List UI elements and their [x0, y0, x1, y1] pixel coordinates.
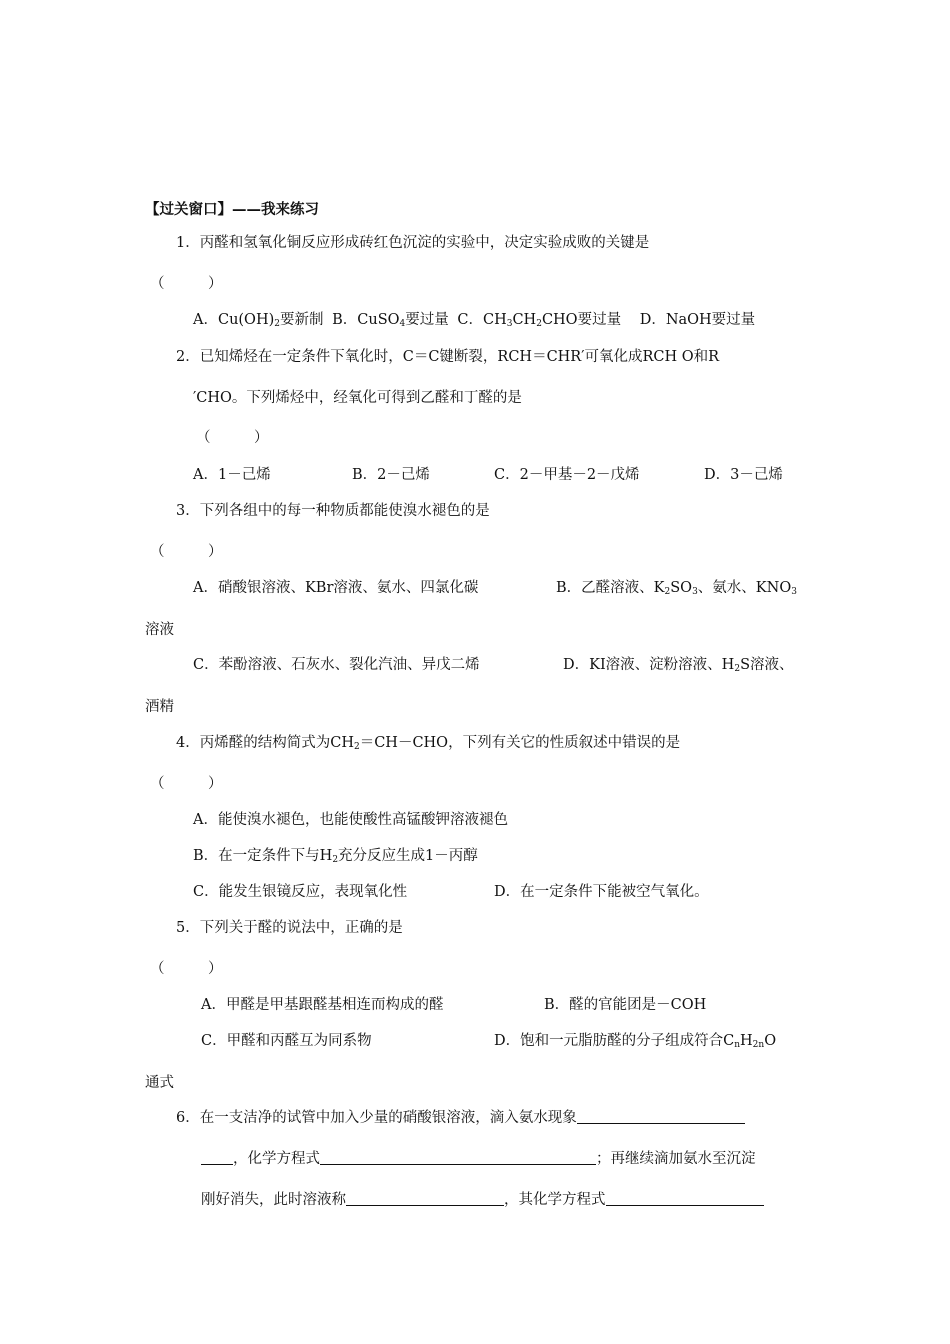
q5-option-a: A．甲醛是甲基跟醛基相连而构成的醛	[201, 997, 444, 1013]
q2-option-d: D．3－己烯	[704, 467, 783, 483]
q6-line1: 6．在一支洁净的试管中加入少量的硝酸银溶液，滴入氨水现象	[176, 1108, 745, 1128]
q3-option-d-continued: 酒精	[145, 699, 174, 715]
q6-blank-phenomenon[interactable]	[577, 1109, 745, 1124]
q2-option-a: A．1－己烯	[193, 467, 271, 483]
q4-stem: 4．丙烯醛的结构简式为$CH_2=CH-CHO$，下列有关它的性质叙述中错误的是	[176, 735, 681, 752]
q5-option-d-continued: 通式	[145, 1075, 174, 1091]
q2-option-b: B．2－己烯	[352, 467, 430, 483]
q1-option-a: A．$Cu(OH)_2$要新制	[193, 312, 324, 329]
q3-option-d: D．KI溶液、淀粉溶液、$H_2S$溶液、	[563, 657, 794, 674]
q6-line2: ，化学方程式 ；再继续滴加氨水至沉淀	[201, 1149, 756, 1169]
q4-option-d: D．在一定条件下能被空气氧化。	[494, 884, 709, 900]
q6-blank-equation1[interactable]	[320, 1150, 596, 1165]
section-title: 【过关窗口】——我来练习	[145, 202, 319, 218]
q2-answer-paren: （ ）	[196, 430, 269, 446]
q5-option-b: B．醛的官能团是－COH	[544, 997, 707, 1013]
q6-line3: 刚好消失，此时溶液称 ，其化学方程式	[201, 1190, 764, 1210]
q5-stem: 5．下列关于醛的说法中，正确的是	[176, 920, 403, 936]
q6-blank-phenomenon-cont[interactable]	[201, 1150, 233, 1165]
q3-option-c: C．苯酚溶液、石灰水、裂化汽油、异戊二烯	[193, 657, 480, 673]
q5-option-c: C．甲醛和丙醛互为同系物	[201, 1033, 372, 1049]
q4-option-a: A．能使溴水褪色，也能使酸性高锰酸钾溶液褪色	[193, 812, 508, 828]
q1-option-d: D．NaOH要过量	[639, 312, 756, 328]
q2-option-c: C．2－甲基－2－戊烯	[494, 467, 640, 483]
q2-stem-line2: ′CHO。下列烯烃中，经氧化可得到乙醛和丁醛的是	[193, 390, 522, 406]
q1-option-b: B．CuSO$_4$要过量	[332, 312, 449, 329]
q5-option-d: D．饱和一元脂肪醛的分子组成符合$C_nH_{2n}O$	[494, 1033, 777, 1050]
q3-answer-paren: （ ）	[150, 544, 223, 560]
q2-stem-line1: 2．已知烯烃在一定条件下氧化时，C＝C键断裂，RCH＝CHR′可氧化成RCH O和R	[176, 349, 720, 365]
q3-option-a: A．硝酸银溶液、KBr溶液、氨水、四氯化碳	[193, 580, 479, 596]
q1-stem: 1．丙醛和氢氧化铜反应形成砖红色沉淀的实验中，决定实验成败的关键是	[176, 235, 650, 251]
q1-option-c: C．$CH_3CH_2CHO$要过量	[457, 312, 622, 329]
q6-blank-equation2[interactable]	[606, 1191, 764, 1206]
q1-answer-paren: （ ）	[150, 276, 223, 292]
q4-option-c: C．能发生银镜反应，表现氧化性	[193, 884, 408, 900]
q5-answer-paren: （ ）	[150, 961, 223, 977]
q1-options	[193, 310, 755, 330]
q3-stem: 3．下列各组中的每一种物质都能使溴水褪色的是	[176, 503, 490, 519]
q4-option-b: B．在一定条件下与$H_2$充分反应生成1－丙醇	[193, 848, 478, 865]
q4-answer-paren: （ ）	[150, 776, 223, 792]
q3-option-b-continued: 溶液	[145, 622, 174, 638]
q3-option-b: B．乙醛溶液、$K_2SO_3$、氨水、$KNO_3$	[556, 580, 797, 597]
q6-blank-solution-name[interactable]	[346, 1191, 504, 1206]
